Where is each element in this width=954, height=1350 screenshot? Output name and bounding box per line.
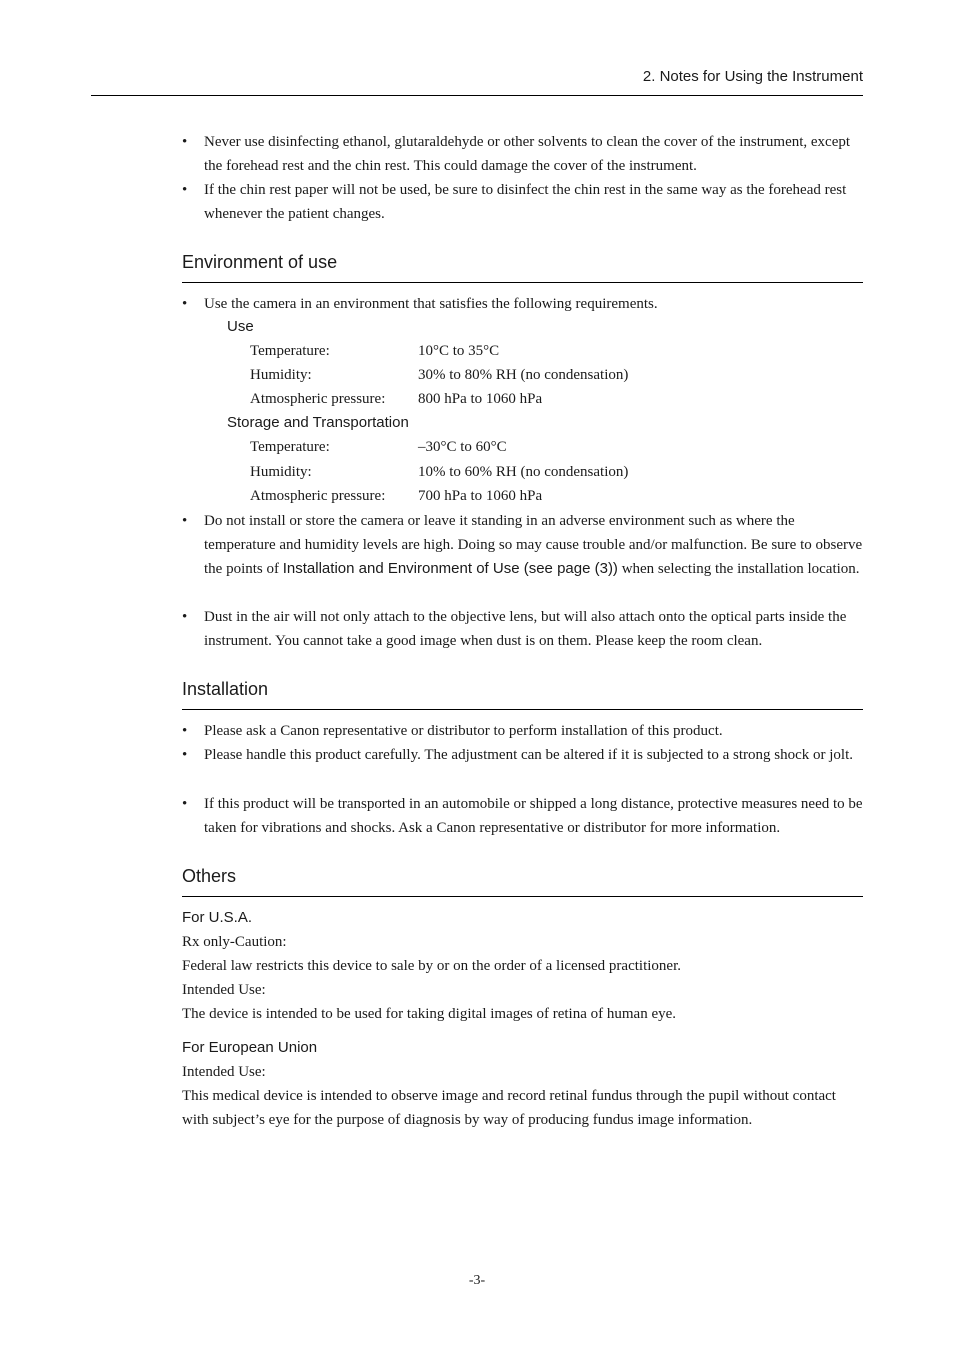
bullet-icon: • <box>182 723 188 739</box>
section-heading-others: Others <box>182 866 237 886</box>
spec-label: Humidity: <box>250 464 312 480</box>
bullet-icon: • <box>182 513 188 529</box>
spec-value: 700 hPa to 1060 hPa <box>418 488 543 504</box>
spec-label: Temperature: <box>250 343 330 359</box>
spec-label: Humidity: <box>250 367 312 383</box>
eu-subheading: For European Union <box>182 1039 318 1056</box>
spec-label: Temperature: <box>250 439 330 455</box>
usa-subheading: For U.S.A. <box>182 909 253 926</box>
usa-line: Rx only-Caution: <box>182 934 287 950</box>
spec-value: 10% to 60% RH (no condensation) <box>418 464 629 480</box>
use-subheading: Use <box>227 318 254 335</box>
bullet-icon: • <box>182 134 188 150</box>
header-rule <box>91 95 863 96</box>
spec-value: –30°C to 60°C <box>418 439 507 455</box>
section-rule <box>182 709 863 710</box>
bullet-icon: • <box>182 609 188 625</box>
spec-value: 800 hPa to 1060 hPa <box>418 391 543 407</box>
bullet-icon: • <box>182 182 188 198</box>
list-item: • Please handle this product carefully. The adjustment can be altered if it is subjected to a strong shock or jolt. <box>182 743 863 767</box>
section-heading-environment: Environment of use <box>182 252 338 272</box>
section-rule <box>182 896 863 897</box>
spec-label: Atmospheric pressure: <box>250 488 386 504</box>
section-rule <box>182 282 863 283</box>
usa-line: Federal law restricts this device to sale by or on the order of a licensed practitioner. <box>182 958 681 974</box>
eu-paragraph: This medical device is intended to observe image and record retinal fundus through the pupil without contact with subject’s eye for the purpose of diagnosis by way of producing fundus image information. <box>182 1088 836 1128</box>
list-item: • Use the camera in an environment that satisfies the following requirements. <box>182 292 863 316</box>
list-item: • Do not install or store the camera or leave it standing in an adverse environment such as where the temperature and humidity levels are high. Doing so may cause trouble and/or malfunction. Be sure to observe the points of Installation and Environment of Use (see page (3)) when selecting the installation location. <box>182 509 863 581</box>
bullet-icon: • <box>182 296 188 312</box>
list-item: • If the chin rest paper will not be used, be sure to disinfect the chin rest in the same way as the forehead rest whenever the patient changes. <box>182 178 863 226</box>
bullet-icon: • <box>182 747 188 763</box>
list-item: • Dust in the air will not only attach to the objective lens, but will also attach onto the optical parts inside the instrument. You cannot take a good image when dust is on them. Please keep the room clean. <box>182 605 863 653</box>
list-item: • Please ask a Canon representative or distributor to perform installation of this product. <box>182 719 863 743</box>
bullet-icon: • <box>182 796 188 812</box>
section-heading-installation: Installation <box>182 679 269 699</box>
list-item: • If this product will be transported in an automobile or shipped a long distance, protective measures need to be taken for vibrations and shocks. Ask a Canon representative or distributor for more information. <box>182 792 863 840</box>
usa-line: Intended Use: <box>182 982 266 998</box>
spec-value: 30% to 80% RH (no condensation) <box>418 367 629 383</box>
storage-subheading: Storage and Transportation <box>227 414 409 431</box>
cross-reference-link[interactable]: Installation and Environment of Use (see page (3)) <box>282 560 618 577</box>
list-item: • Never use disinfecting ethanol, glutaraldehyde or other solvents to clean the cover of the instrument, except the forehead rest and the chin rest. This could damage the cover of the instrument. <box>182 130 863 178</box>
usa-line: The device is intended to be used for taking digital images of retina of human eye. <box>182 1006 677 1022</box>
eu-line: Intended Use: <box>182 1064 266 1080</box>
running-header: 2. Notes for Using the Instrument <box>642 68 863 85</box>
page-number: -3- <box>468 1273 486 1288</box>
spec-label: Atmospheric pressure: <box>250 391 386 407</box>
spec-value: 10°C to 35°C <box>418 343 500 359</box>
